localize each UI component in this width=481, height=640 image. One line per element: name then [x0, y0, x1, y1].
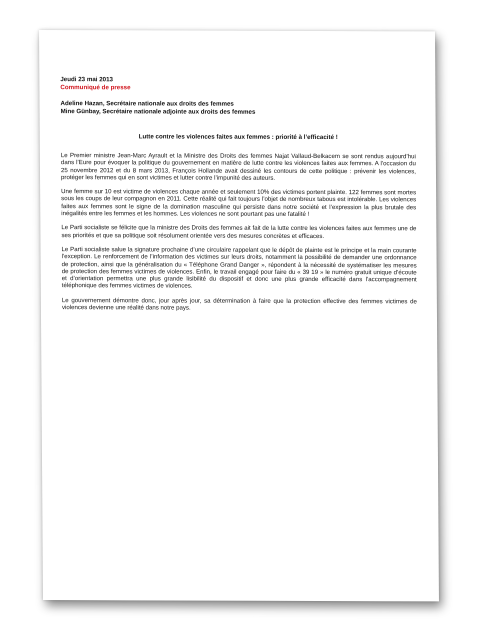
release-date: Jeudi 23 mai 2013: [60, 76, 114, 84]
body-paragraph: Le gouvernement démontre donc, jour après jour, sa détermination à faire que la protection effective des femmes victimes de violences devienne une réalité dans notre pays.: [61, 296, 417, 312]
body-paragraph: Le Parti socialiste salue la signature prochaine d’une circulaire rappelant que le dépôt de plainte est le principe et la main courante l’exception. Le renforcement de l’information des victimes sur leurs droits, notamment la possibilité de demander une ordonnance de protection, ainsi que la généralisation du « Téléphone Grand Danger », répondent à la nécessité de systématiser les mesures de protection des femmes victimes de violences. Enfin, le travail engagé pour faire du « 39 19 » le numéro gratuit unique d’écoute et d’orientation permettra une plus grande lisibilité du dispositif et donc une plus grande efficacité dans l’accompagnement téléphonique des femmes victimes de violences.: [61, 246, 417, 290]
release-body: [61, 152, 417, 313]
author-line: Adeline Hazan, Secrétaire nationale aux droits des femmes: [60, 100, 234, 108]
authors-block: [60, 100, 415, 117]
press-release-page: [39, 30, 439, 601]
body-paragraph: Une femme sur 10 est victime de violences chaque année et seulement 10% des victimes portent plainte. 122 femmes sont mortes sous les coups de leur compagnon en 2011. Cette réalité qui fait toujours l’objet de nombreux tabous est intolérable. Les violences faites aux femmes sont le signe de la domination masculine qui persiste dans notre société et l’expression la plus brutale des inégalités entre les femmes et les hommes. Les violences ne sont pourtant pas une fatalité !: [61, 188, 417, 219]
document-type: Communiqué de presse: [60, 84, 131, 92]
author-line: Mine Günbay, Secrétaire nationale adjointe aux droits des femmes: [60, 108, 256, 116]
body-paragraph: Le Premier ministre Jean-Marc Ayrault et la Ministre des Droits des femmes Najat Vallaud-Belkacem se sont rendus aujourd’hui dans l’Eure pour évoquer la politique du gouvernement en matière de lutte contre les violences faites aux femmes. A l’occasion du 25 novembre 2012 et du 8 mars 2013, François Hollande avait dessiné les contours de cette politique : prévenir les violences, protéger les femmes qui en sont victimes et lutter contre l’impunité des auteurs.: [60, 152, 416, 182]
body-paragraph: Le Parti socialiste se félicite que la ministre des Droits des femmes ait fait de la lutte contre les violences faites aux femmes une de ses priorités et que sa politique soit résolument orientée vers des mesures concrètes et efficaces.: [61, 224, 417, 240]
release-headline: Lutte contre les violences faites aux femmes : priorité à l’efficacité !: [138, 133, 338, 142]
